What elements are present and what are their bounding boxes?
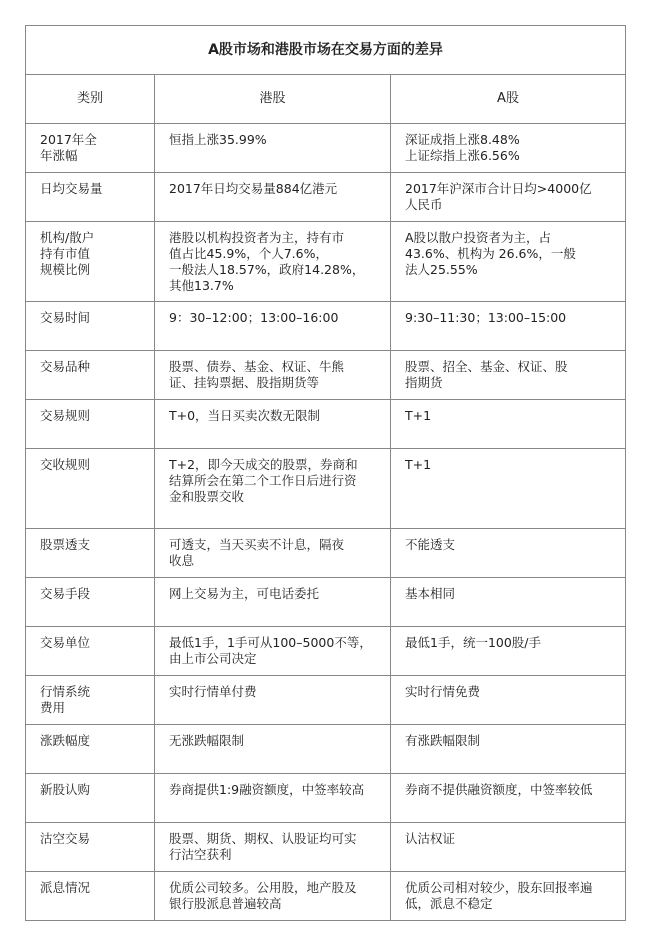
- category-cell-line: 股票透支: [40, 537, 91, 552]
- table-row: [26, 302, 626, 351]
- hk-cell-line: 值占比45.9%，个人7.6%，: [169, 246, 328, 261]
- a-cell: [391, 872, 626, 921]
- a-cell-line: 实时行情免费: [405, 684, 481, 699]
- category-cell: [26, 725, 155, 774]
- hk-cell-line: 网上交易为主，可电话委托: [169, 586, 320, 601]
- category-cell-line: 机构/散户: [40, 230, 95, 245]
- a-cell-line: 9:30–11:30；13:00–15:00: [405, 310, 567, 325]
- a-cell-line: 基本相同: [405, 586, 456, 601]
- category-cell: [26, 222, 155, 302]
- a-cell: [391, 823, 626, 872]
- category-cell: [26, 627, 155, 676]
- a-cell: [391, 124, 626, 173]
- hk-cell-line: 9：30–12:00；13:00–16:00: [169, 310, 339, 325]
- a-cell: [391, 400, 626, 449]
- category-cell-line: 交收规则: [40, 457, 91, 472]
- a-cell-line: 券商不提供融资额度，中签率较低: [405, 782, 593, 797]
- hk-cell-line: 2017年日均交易量884亿港元: [169, 181, 338, 196]
- a-cell: [391, 529, 626, 578]
- a-cell: [391, 302, 626, 351]
- category-cell-line: 持有市值: [40, 246, 91, 261]
- a-cell-line: 43.6%、机构为 26.6%，一般: [405, 246, 576, 261]
- hk-cell-line: 可透支，当天买卖不计息，隔夜: [169, 537, 345, 552]
- hk-cell: [155, 823, 391, 872]
- a-cell-line: 人民币: [405, 197, 443, 212]
- a-cell-line: 法人25.55%: [405, 262, 478, 277]
- category-cell-line: 新股认购: [40, 782, 91, 797]
- table-row: [26, 529, 626, 578]
- category-cell-line: 涨跌幅度: [40, 733, 91, 748]
- category-cell-line: 2017年全: [40, 132, 97, 147]
- category-cell: [26, 351, 155, 400]
- hk-cell-line: 银行股派息普遍较高: [169, 896, 282, 911]
- category-cell: [26, 302, 155, 351]
- hk-cell: [155, 725, 391, 774]
- table-row: [26, 725, 626, 774]
- hk-cell-line: 其他13.7%: [169, 278, 234, 293]
- category-cell-line: 年涨幅: [40, 148, 78, 163]
- a-cell: [391, 578, 626, 627]
- hk-cell-line: 无涨跌幅限制: [169, 733, 245, 748]
- comparison-table: [25, 25, 626, 921]
- comparison-table-container: [25, 25, 625, 921]
- table-title: A股市场和港股市场在交易方面的差异: [26, 26, 626, 75]
- hk-cell-line: 实时行情单付费: [169, 684, 257, 699]
- category-cell: [26, 449, 155, 529]
- table-body: [26, 124, 626, 921]
- a-cell: [391, 222, 626, 302]
- hk-cell-line: 一般法人18.57%，政府14.28%，: [169, 262, 365, 277]
- hk-cell-line: 港股以机构投资者为主，持有市: [169, 230, 345, 245]
- hk-cell: [155, 774, 391, 823]
- hk-cell: [155, 400, 391, 449]
- a-cell-line: 最低1手，统一100股/手: [405, 635, 542, 650]
- table-row: [26, 124, 626, 173]
- a-cell-line: 指期货: [405, 375, 443, 390]
- hk-cell-line: 金和股票交收: [169, 489, 245, 504]
- category-cell-line: 规模比例: [40, 262, 91, 277]
- category-cell-line: 派息情况: [40, 880, 91, 895]
- a-cell: [391, 449, 626, 529]
- hk-cell: [155, 302, 391, 351]
- a-cell-line: T+1: [405, 408, 432, 423]
- hk-cell: [155, 676, 391, 725]
- category-cell: [26, 823, 155, 872]
- table-row: [26, 774, 626, 823]
- hk-cell: [155, 529, 391, 578]
- table-row: [26, 872, 626, 921]
- category-cell-line: 交易规则: [40, 408, 91, 423]
- hk-cell: [155, 173, 391, 222]
- hk-cell-line: 行沽空获利: [169, 847, 232, 862]
- category-cell: [26, 173, 155, 222]
- category-cell-line: 日均交易量: [40, 181, 103, 196]
- hk-cell: [155, 872, 391, 921]
- hk-cell-line: 优质公司较多。公用股，地产股及: [169, 880, 357, 895]
- hk-cell-line: 券商提供1:9融资额度，中签率较高: [169, 782, 365, 797]
- a-cell-line: 2017年沪深市合计日均>4000亿: [405, 181, 592, 196]
- table-row: [26, 676, 626, 725]
- a-cell-line: 优质公司相对较少，股东回报率遍: [405, 880, 593, 895]
- hk-cell-line: T+2，即今天成交的股票，券商和: [169, 457, 358, 472]
- table-row: [26, 222, 626, 302]
- category-cell: [26, 529, 155, 578]
- hk-cell-line: 证、挂钩票据、股指期货等: [169, 375, 320, 390]
- a-cell-line: 认沽权证: [405, 831, 456, 846]
- table-row: [26, 173, 626, 222]
- category-cell-line: 沽空交易: [40, 831, 91, 846]
- hk-cell: [155, 578, 391, 627]
- a-cell-line: 上证综指上涨6.56%: [405, 148, 520, 163]
- header-category: 类别: [26, 75, 155, 124]
- a-cell: [391, 627, 626, 676]
- category-cell: [26, 124, 155, 173]
- table-row: [26, 400, 626, 449]
- title-row: [26, 26, 626, 75]
- hk-cell-line: T+0，当日买卖次数无限制: [169, 408, 321, 423]
- hk-cell: [155, 124, 391, 173]
- a-cell-line: 深证成指上涨8.48%: [405, 132, 520, 147]
- a-cell-line: 股票、招全、基金、权证、股: [405, 359, 568, 374]
- table-row: [26, 449, 626, 529]
- table-row: [26, 578, 626, 627]
- category-cell-line: 交易品种: [40, 359, 91, 374]
- a-cell: [391, 173, 626, 222]
- hk-cell-line: 结算所会在第二个工作日后进行资: [169, 473, 357, 488]
- hk-cell-line: 最低1手，1手可从100–5000不等，: [169, 635, 372, 650]
- header-row: [26, 75, 626, 124]
- category-cell-line: 费用: [40, 700, 66, 715]
- category-cell: [26, 774, 155, 823]
- header-a: A股: [391, 75, 626, 124]
- a-cell-line: 不能透支: [405, 537, 456, 552]
- category-cell: [26, 676, 155, 725]
- table-row: [26, 627, 626, 676]
- hk-cell-line: 收息: [169, 553, 195, 568]
- a-cell-line: 有涨跌幅限制: [405, 733, 481, 748]
- hk-cell-line: 股票、期货、期权、认股证均可实: [169, 831, 357, 846]
- a-cell: [391, 774, 626, 823]
- a-cell-line: 低，派息不稳定: [405, 896, 493, 911]
- category-cell: [26, 578, 155, 627]
- hk-cell: [155, 351, 391, 400]
- table-row: [26, 823, 626, 872]
- header-hk: 港股: [155, 75, 391, 124]
- a-cell-line: T+1: [405, 457, 432, 472]
- hk-cell-line: 股票、债券、基金、权证、牛熊: [169, 359, 345, 374]
- a-cell: [391, 725, 626, 774]
- category-cell-line: 交易手段: [40, 586, 91, 601]
- category-cell-line: 交易时间: [40, 310, 91, 325]
- table-row: [26, 351, 626, 400]
- a-cell: [391, 676, 626, 725]
- a-cell: [391, 351, 626, 400]
- category-cell: [26, 872, 155, 921]
- hk-cell: [155, 222, 391, 302]
- hk-cell: [155, 627, 391, 676]
- category-cell: [26, 400, 155, 449]
- hk-cell-line: 由上市公司决定: [169, 651, 257, 666]
- a-cell-line: A股以散户投资者为主，占: [405, 230, 552, 245]
- category-cell-line: 交易单位: [40, 635, 91, 650]
- hk-cell-line: 恒指上涨35.99%: [169, 132, 267, 147]
- category-cell-line: 行情系统: [40, 684, 91, 699]
- hk-cell: [155, 449, 391, 529]
